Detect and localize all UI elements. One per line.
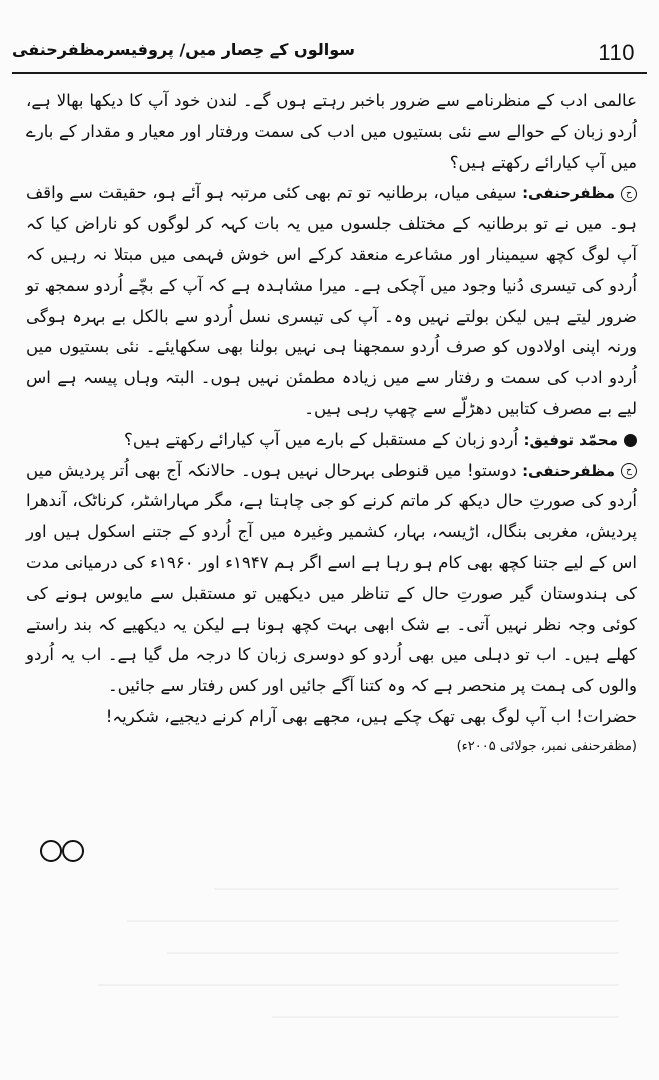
question-paragraph [26, 86, 637, 178]
end-ornament-icon [40, 840, 84, 862]
speaker-marker-icon: ح [621, 186, 637, 202]
page-body [26, 86, 637, 759]
speaker-marker-icon: ح [621, 463, 637, 479]
page-number: 110 [598, 40, 635, 65]
speaker-name: محمّد توفیق: [523, 430, 618, 449]
page-header [12, 30, 635, 70]
answer-paragraph [26, 456, 637, 702]
running-head: سوالوں کے حِصار میں/ پروفیسرمظفرحنفی [12, 40, 355, 59]
paragraph-text: حضرات! اب آپ لوگ بھی تھک چکے ہیں، مجھے بھی آرام کرنے دیجیے، شکریہ! [105, 706, 637, 726]
paragraph-text: سیفی میاں، برطانیہ تو تم بھی کئی مرتبہ ہو آئے ہو، حقیقت سے واقف ہو۔ میں نے تو برطانیہ کے مختلف جلسوں میں یہ بات کہہ کر لوگوں کو ناراض کیا کہ آپ لوگ کچھ سیمینار اور مشاعرے منعقد کرکے اس خوش فہمی میں مبتلا نہ رہیں کہ اُردو کی تیسری دُنیا وجود میں آچکی ہے۔ میرا مشاہدہ ہے کہ آپ کے بچّے اُردو سمجھ تو ضرور لیتے ہیں لیکن بولتے نہیں وہ۔ آپ کی تیسری نسل اُردو سے بالکل بے بہرہ ہوگی ورنہ اپنی اولادوں کو صرف اُردو سمجھنا ہی نہیں بولنا بھی سکھایئے۔ نئی بستیوں میں اُردو ادب کی سمت و رفتار سے میں زیادہ مطمئن نہیں ہوں۔ البتہ وہاں پیسہ ہے اس لیے بے مصرف کتابیں دھڑلّے سے چھپ رہی ہیں۔ [26, 183, 637, 418]
paragraph-text: اُردو زبان کے مستقبل کے بارے میں آپ کیارائے رکھتے ہیں؟ [124, 429, 519, 449]
show-through-text [40, 880, 619, 1040]
speaker-name: مظفرحنفی: [522, 184, 615, 203]
speaker-name: مظفرحنفی: [522, 461, 615, 480]
question-paragraph [26, 425, 637, 456]
header-rule [12, 72, 647, 74]
bullet-icon [624, 434, 637, 447]
circle-icon [40, 840, 62, 862]
answer-paragraph [26, 178, 637, 424]
closing-paragraph [26, 702, 637, 733]
paragraph-text: دوستو! میں قنوطی بہرحال نہیں ہوں۔ حالانکہ آج بھی اُتر پردیش میں اُردو کی صورتِ حال دیکھ کر ماتم کرنے کو جی چاہتا ہے، مگر مہاراشٹر، کرناٹک، آندھرا پردیش، مغربی بنگال، اڑیسہ، بہار، کشمیر وغیرہ میں آج اُردو کے جتنے اسکول ہیں اور اس کے لیے جتنا کچھ بھی کام ہو رہا ہے اسے اگر ہم ۱۹۴۷ء اور ۱۹۶۰ء کی درمیانی مدت کی ہندوستان گیر صورتِ حال کے تناظر میں دیکھیں تو مستقبل سے مایوس ہونے کی کوئی وجہ نظر نہیں آتی۔ بے شک ابھی بہت کچھ ہونا ہے لیکن یہ دیکھیے کہ بند راستے کھلے ہیں۔ اب تو دہلی میں بھی اُردو کو دوسری زبان کا درجہ مل گیا ہے۔ اب یہ اُردو والوں کی ہمت پر منحصر ہے کہ وہ کتنا آگے جائیں اور کس رفتار سے جائیں۔ [26, 460, 637, 696]
circle-icon [62, 840, 84, 862]
source-citation: (مظفرحنفی نمبر، جولائی ۲۰۰۵ء) [456, 738, 637, 754]
paragraph-text: عالمی ادب کے منظرنامے سے ضرور باخبر رہتے ہوں گے۔ لندن خود آپ کا دیکھا بھالا ہے، اُردو زبان کے حوالے سے نئی بستیوں میں ادب کی سمت ورفتار اور معیار و مقدار کے بارے میں آپ کیارائے رکھتے ہیں؟ [26, 91, 637, 172]
